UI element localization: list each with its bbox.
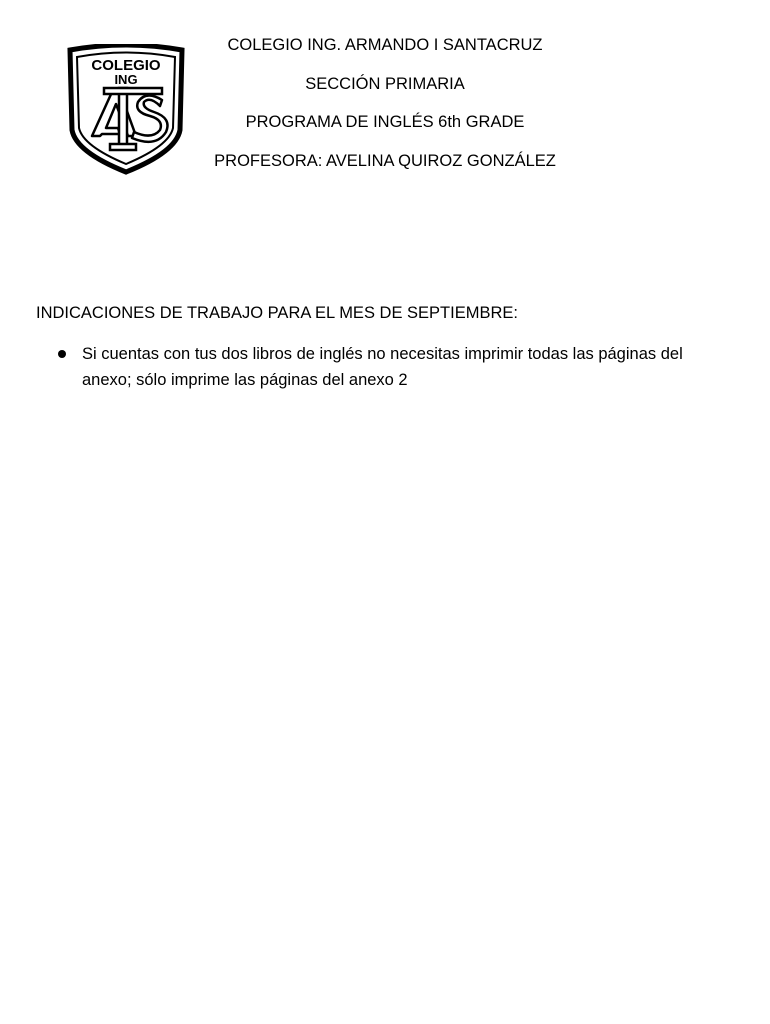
section-name: SECCIÓN PRIMARIA [305, 74, 465, 93]
instructions-list [56, 341, 726, 393]
list-item-text: Si cuentas con tus dos libros de inglés no necesitas imprimir todas las páginas del anexo; sólo imprime las páginas del anexo 2 [82, 345, 683, 389]
bullet-icon [58, 350, 66, 358]
program-name: PROGRAMA DE INGLÉS 6th GRADE [245, 113, 525, 131]
school-crest-logo [66, 44, 186, 176]
school-header [186, 36, 584, 190]
teacher-name: PROFESORA: AVELINA QUIROZ GONZÁLEZ [214, 151, 556, 170]
svg-text:COLEGIO: COLEGIO [91, 57, 161, 74]
school-name: COLEGIO ING. ARMANDO I SANTACRUZ [227, 36, 543, 54]
list-item [56, 341, 726, 393]
instructions-title: INDICACIONES DE TRABAJO PARA EL MES DE SEPTIEMBRE: [36, 304, 518, 322]
svg-text:ING: ING [114, 72, 138, 87]
